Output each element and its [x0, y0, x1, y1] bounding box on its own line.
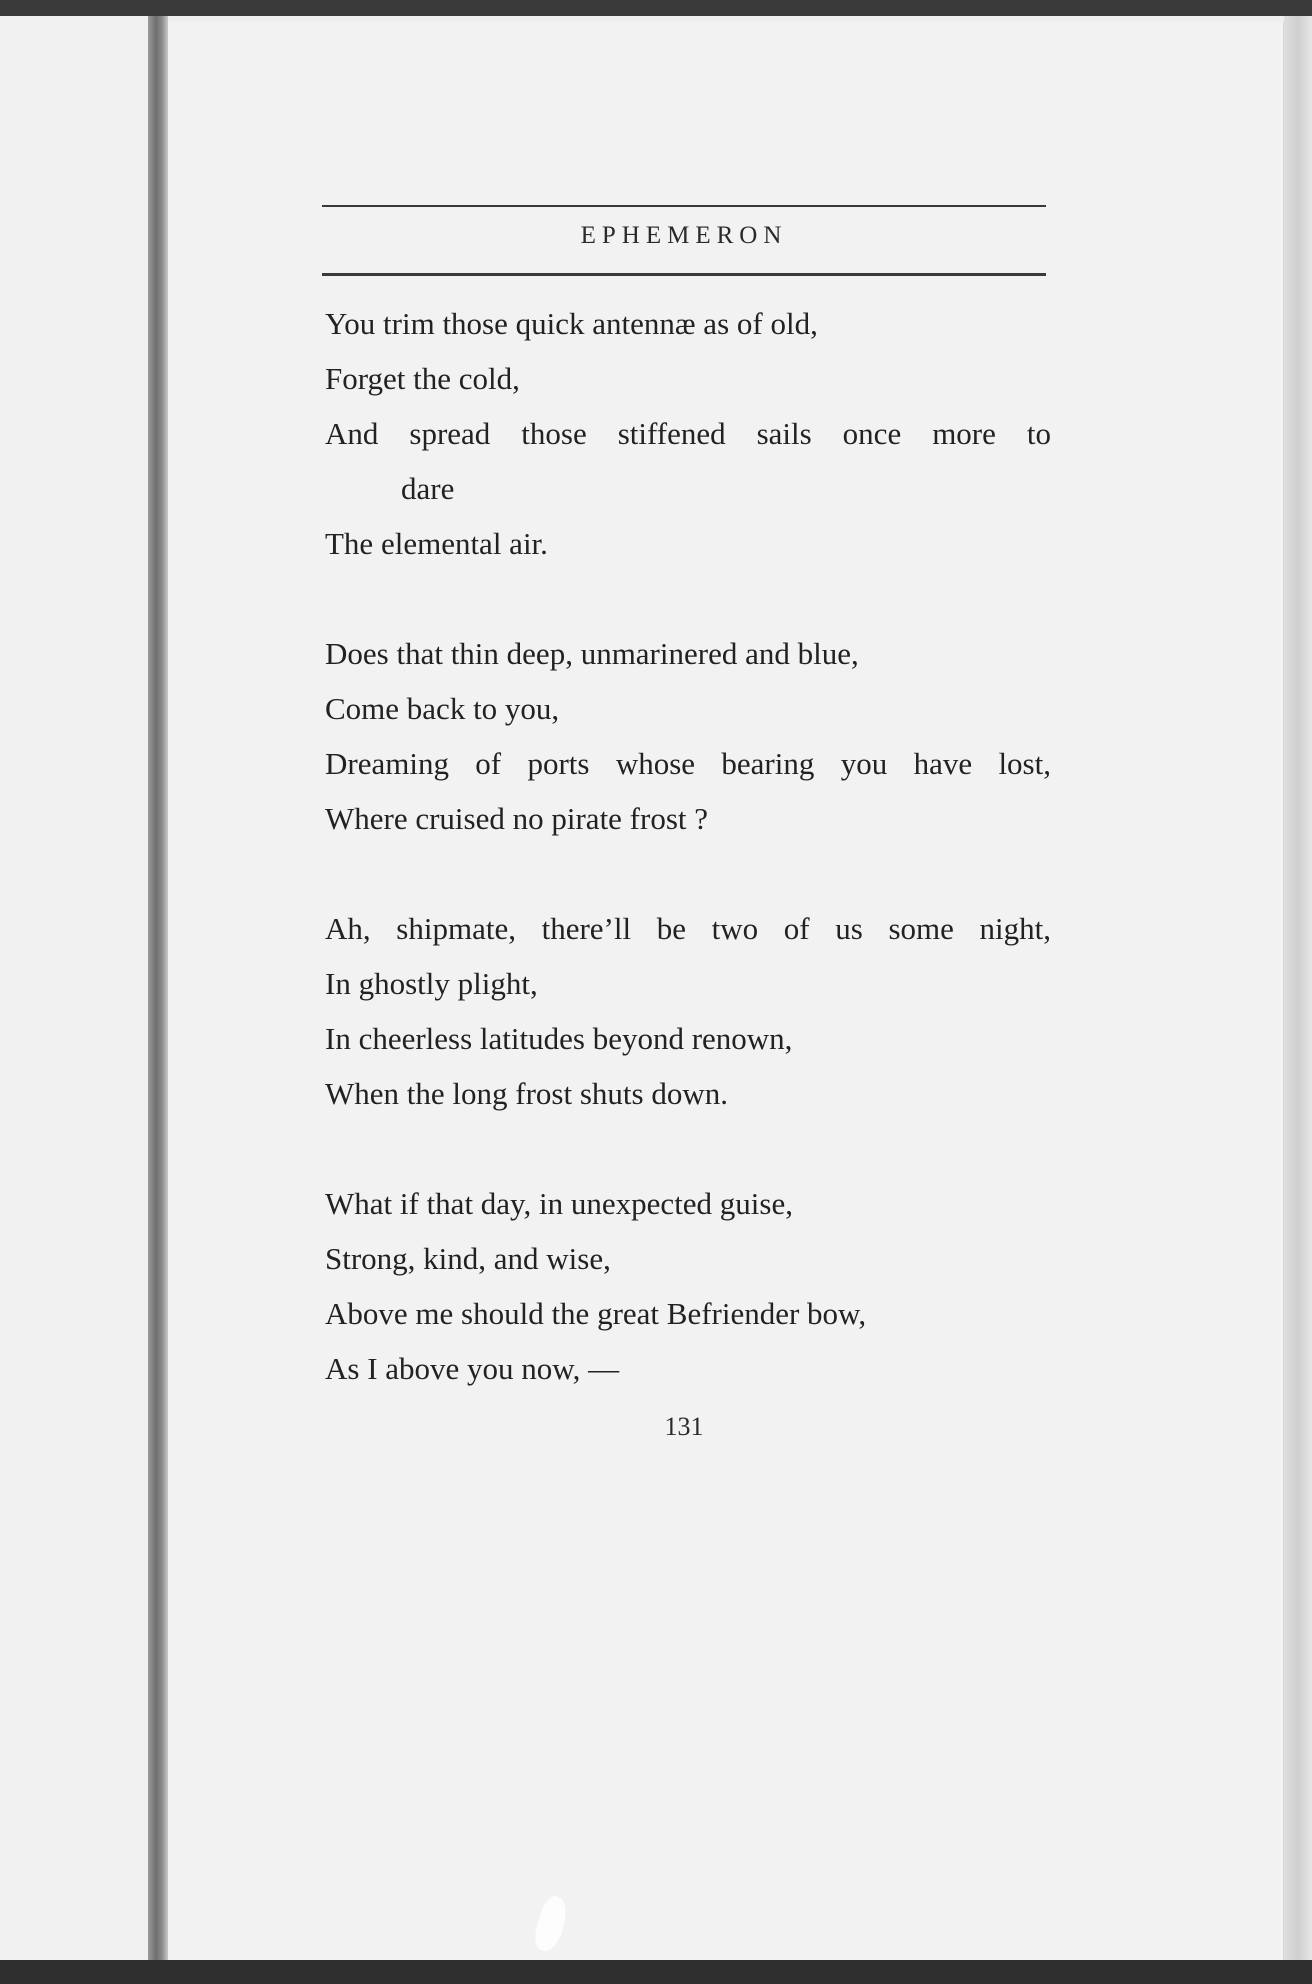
facing-page-margin — [0, 16, 150, 1966]
poem-line: Ah, shipmate, there’ll be two of us some night, — [325, 911, 1051, 946]
poem-line: Does that thin deep, unmarinered and blue, — [325, 636, 859, 671]
poem-line: When the long frost shuts down. — [325, 1076, 728, 1111]
book-spine-shadow — [148, 16, 168, 1966]
poem-line: Above me should the great Befriender bow, — [325, 1296, 867, 1331]
poem-line: Strong, kind, and wise, — [325, 1241, 611, 1276]
poem-line: Where cruised no pirate frost ? — [325, 801, 709, 836]
poem-line: As I above you now, — — [325, 1351, 620, 1386]
page-number: 131 — [664, 1412, 704, 1441]
running-head: EPHEMERON — [580, 222, 788, 249]
page-fore-edge — [1284, 16, 1312, 1966]
header-rule-top — [322, 205, 1046, 207]
poem-line: Forget the cold, — [325, 361, 520, 396]
scan-top-edge — [0, 0, 1312, 16]
poem-line: What if that day, in unexpected guise, — [325, 1186, 793, 1221]
poem-line: Dreaming of ports whose bearing you have lost, — [325, 746, 1051, 781]
poem-line: Come back to you, — [325, 691, 560, 726]
poem-line: And spread those stiffened sails once more to — [325, 416, 1051, 451]
poem-line: You trim those quick antennæ as of old, — [325, 306, 818, 341]
poem-line: In ghostly plight, — [325, 966, 538, 1001]
poem-line-turnover: dare — [401, 471, 455, 506]
header-rule-bottom — [322, 273, 1046, 276]
poem-line: The elemental air. — [325, 526, 548, 561]
poem-line: In cheerless latitudes beyond renown, — [325, 1021, 793, 1056]
scan-bottom-edge — [0, 1960, 1312, 1984]
